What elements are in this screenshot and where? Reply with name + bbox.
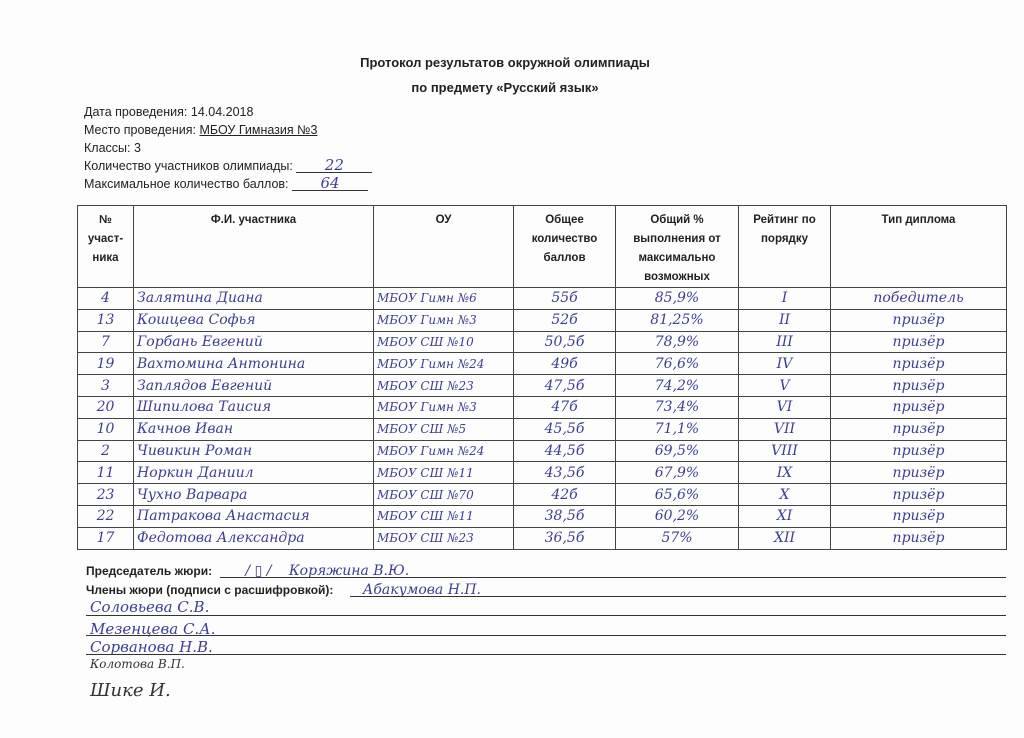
school: МБОУ СШ №70 (374, 484, 514, 506)
jury-member: Мезенцева С.А. (90, 620, 216, 638)
participant-name: Шипилова Таисия (134, 396, 374, 418)
class-label: Классы: (84, 141, 131, 155)
max-label: Максимальное количество баллов: (84, 177, 289, 191)
percent: 65,6% (616, 484, 739, 506)
school: МБОУ Гимн №3 (374, 309, 514, 331)
max-value: 64 (292, 176, 368, 191)
chair-name: Коряжина В.Ю. (288, 563, 410, 579)
sign-line (86, 635, 1006, 636)
table-row (78, 396, 1007, 418)
column-header: Общий % выполнения от максимально возможных (616, 206, 739, 288)
rank: XII (739, 527, 831, 549)
diploma: призёр (831, 353, 1007, 375)
percent: 74,2% (616, 375, 739, 397)
score: 50,5б (514, 331, 616, 353)
participant-number: 2 (78, 440, 134, 462)
place-row (84, 123, 318, 137)
column-header: Рейтинг по порядку (739, 206, 831, 288)
participant-name: Чивикин Роман (134, 440, 374, 462)
title-line1: Протокол результатов окружной олимпиады (360, 55, 650, 70)
rank: X (739, 484, 831, 506)
score: 47б (514, 396, 616, 418)
diploma: призёр (831, 505, 1007, 527)
participant-name: Качнов Иван (134, 418, 374, 440)
percent: 60,2% (616, 505, 739, 527)
rank: VI (739, 396, 831, 418)
school: МБОУ СШ №23 (374, 527, 514, 549)
diploma: призёр (831, 440, 1007, 462)
participant-name: Заплядов Евгений (134, 375, 374, 397)
results-table (77, 205, 1007, 550)
diploma: призёр (831, 527, 1007, 549)
score: 45,5б (514, 418, 616, 440)
percent: 73,4% (616, 396, 739, 418)
school: МБОУ Гимн №3 (374, 396, 514, 418)
column-header: Тип диплома (831, 206, 1007, 288)
diploma: призёр (831, 418, 1007, 440)
jury-member: Колотова В.П. (90, 657, 185, 671)
rank: III (739, 331, 831, 353)
table-row (78, 353, 1007, 375)
rank: IV (739, 353, 831, 375)
table-row (78, 288, 1007, 310)
count-label: Количество участников олимпиады: (84, 159, 293, 173)
rank: II (739, 309, 831, 331)
participant-number: 4 (78, 288, 134, 310)
school: МБОУ Гимн №24 (374, 353, 514, 375)
participant-number: 17 (78, 527, 134, 549)
participant-name: Кошцева Софья (134, 309, 374, 331)
participant-name: Федотова Александра (134, 527, 374, 549)
rank: V (739, 375, 831, 397)
percent: 71,1% (616, 418, 739, 440)
score: 49б (514, 353, 616, 375)
participant-number: 20 (78, 396, 134, 418)
percent: 85,9% (616, 288, 739, 310)
sign-line (86, 615, 1006, 616)
sign-line (86, 654, 1006, 655)
jury-member: Соловьева С.В. (90, 598, 210, 616)
column-header: Общее количество баллов (514, 206, 616, 288)
participant-number: 22 (78, 505, 134, 527)
percent: 78,9% (616, 331, 739, 353)
diploma: призёр (831, 484, 1007, 506)
count-row (84, 158, 372, 173)
percent: 69,5% (616, 440, 739, 462)
rank: XI (739, 505, 831, 527)
table-row (78, 505, 1007, 527)
table-row (78, 375, 1007, 397)
score: 36,5б (514, 527, 616, 549)
participant-name: Горбань Евгений (134, 331, 374, 353)
place-label: Место проведения: (84, 123, 196, 137)
chair-label: Председатель жюри: (86, 564, 213, 578)
table-row (78, 527, 1007, 549)
diploma: призёр (831, 396, 1007, 418)
class-row (84, 141, 141, 155)
max-row (84, 176, 368, 191)
jury-member: Абакумова Н.П. (362, 582, 482, 598)
participant-name: Патракова Анастасия (134, 505, 374, 527)
percent: 81,25% (616, 309, 739, 331)
percent: 76,6% (616, 353, 739, 375)
rank: VII (739, 418, 831, 440)
diploma: призёр (831, 309, 1007, 331)
column-header: ОУ (374, 206, 514, 288)
school: МБОУ СШ №23 (374, 375, 514, 397)
school: МБОУ СШ №11 (374, 462, 514, 484)
participant-number: 3 (78, 375, 134, 397)
school: МБОУ СШ №10 (374, 331, 514, 353)
percent: 57% (616, 527, 739, 549)
participant-name: Чухно Варвара (134, 484, 374, 506)
participant-number: 19 (78, 353, 134, 375)
count-value: 22 (296, 158, 372, 173)
diploma: призёр (831, 375, 1007, 397)
chair-row: Председатель жюри: / ▯ / Коряжина В.Ю. (86, 563, 410, 579)
participant-number: 13 (78, 309, 134, 331)
participant-number: 7 (78, 331, 134, 353)
jury-member: Сорванова Н.В. (90, 638, 213, 656)
diploma: победитель (831, 288, 1007, 310)
school: МБОУ СШ №5 (374, 418, 514, 440)
participant-name: Залятина Диана (134, 288, 374, 310)
score: 43,5б (514, 462, 616, 484)
score: 42б (514, 484, 616, 506)
rank: I (739, 288, 831, 310)
date-value: 14.04.2018 (190, 105, 254, 119)
chair-line (220, 577, 1006, 578)
column-header: № участ-ника (78, 206, 134, 288)
members-label: Члены жюри (подписи с расшифровкой): (86, 583, 334, 597)
school: МБОУ Гимн №24 (374, 440, 514, 462)
participant-number: 23 (78, 484, 134, 506)
diploma: призёр (831, 462, 1007, 484)
participant-name: Вахтомина Антонина (134, 353, 374, 375)
participant-number: 11 (78, 462, 134, 484)
table-row (78, 440, 1007, 462)
date-row (84, 105, 253, 119)
table-row (78, 331, 1007, 353)
table-row (78, 462, 1007, 484)
school: МБОУ Гимн №6 (374, 288, 514, 310)
jury-member: Шикe И. (90, 680, 171, 701)
score: 38,5б (514, 505, 616, 527)
percent: 67,9% (616, 462, 739, 484)
title-line2: по предмету «Русский язык» (411, 80, 599, 95)
class-value: 3 (133, 141, 141, 155)
school: МБОУ СШ №11 (374, 505, 514, 527)
participant-number: 10 (78, 418, 134, 440)
score: 44,5б (514, 440, 616, 462)
diploma: призёр (831, 331, 1007, 353)
score: 55б (514, 288, 616, 310)
date-label: Дата проведения: (84, 105, 188, 119)
members-line (350, 596, 1006, 597)
rank: IX (739, 462, 831, 484)
score: 47,5б (514, 375, 616, 397)
table-row (78, 309, 1007, 331)
participant-name: Норкин Даниил (134, 462, 374, 484)
table-row (78, 484, 1007, 506)
rank: VIII (739, 440, 831, 462)
column-header: Ф.И. участника (134, 206, 374, 288)
score: 52б (514, 309, 616, 331)
table-row (78, 418, 1007, 440)
place-value: МБОУ Гимназия №3 (199, 123, 318, 137)
